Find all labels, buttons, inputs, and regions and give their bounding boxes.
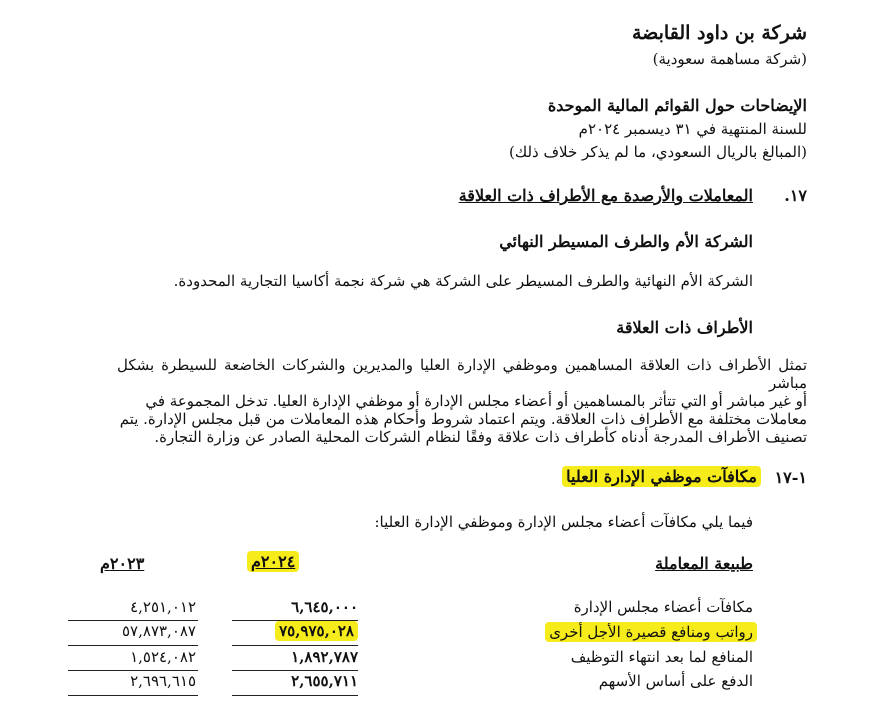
row-label: الدفع على أساس الأسهم <box>598 672 753 690</box>
parent-company-heading: الشركة الأم والطرف المسيطر النهائي <box>499 232 753 251</box>
row-divider <box>232 620 358 621</box>
row-divider <box>68 620 198 621</box>
related-parties-paragraph <box>117 356 807 446</box>
row-divider <box>232 645 358 646</box>
row-current-value: ٧٥,٩٧٥,٠٢٨ <box>275 621 358 641</box>
paragraph-line: أو غير مباشر أو التي تتأثر بالمساهمين أو أعضاء مجلس الإدارة أو موظفي الإدارة العليا. تدخل المجموعة في <box>145 392 807 410</box>
notes-title: الإيضاحات حول القوائم المالية الموحدة <box>547 96 807 115</box>
row-label: مكافآت أعضاء مجلس الإدارة <box>573 598 753 616</box>
row-current-value: ١,٨٩٢,٧٨٧ <box>291 648 358 666</box>
related-parties-heading: الأطراف ذات العلاقة <box>616 318 753 337</box>
row-label: المنافع لما بعد انتهاء التوظيف <box>570 648 753 666</box>
header-current-year: ٢٠٢٤م <box>247 551 299 572</box>
row-divider <box>68 645 198 646</box>
section-title: المعاملات والأرصدة مع الأطراف ذات العلاقة <box>458 186 753 205</box>
subsection-title: مكافآت موظفي الإدارة العليا <box>562 466 761 487</box>
row-divider <box>232 670 358 671</box>
section-number: ١٧. <box>784 186 807 205</box>
row-current-value: ٢,٦٥٥,٧١١ <box>291 672 358 690</box>
subsection-intro: فيما يلي مكافآت أعضاء مجلس الإدارة وموظفي الإدارة العليا: <box>374 513 753 531</box>
row-previous-value: ٢,٦٩٦,٦١٥ <box>130 672 196 690</box>
reporting-period: للسنة المنتهية في ٣١ ديسمبر ٢٠٢٤م <box>578 120 807 138</box>
row-divider <box>68 695 198 696</box>
row-previous-value: ١,٥٢٤,٠٨٢ <box>130 648 196 666</box>
row-divider <box>232 695 358 696</box>
paragraph-line: معاملات مختلفة مع الأطراف ذات العلاقة. ويتم اعتماد شروط وأحكام هذه المعاملات من قبل مجلس الإدارة. يتم <box>119 410 807 428</box>
subsection-number: ١-١٧ <box>774 468 807 487</box>
company-type: (شركة مساهمة سعودية) <box>652 50 807 68</box>
company-name: شركة بن داود القابضة <box>631 22 807 44</box>
row-current-value: ٦,٦٤٥,٠٠٠ <box>291 598 358 616</box>
parent-company-text: الشركة الأم النهائية والطرف المسيطر على الشركة هي شركة نجمة أكاسيا التجارية المحدودة. <box>173 272 753 290</box>
paragraph-line: تمثل الأطراف ذات العلاقة المساهمين وموظفي الإدارة العليا والمديرين والشركات الخاضعة للسيطرة بشكل مباشر <box>117 356 807 392</box>
header-previous-year: ٢٠٢٣م <box>100 554 145 573</box>
paragraph-line: تصنيف الأطراف المدرجة أدناه كأطراف ذات علاقة وفقًا لنظام الشركات المحلية الصادر عن وزارة التجارة. <box>154 428 807 446</box>
currency-note: (المبالغ بالريال السعودي، ما لم يذكر خلاف ذلك) <box>508 143 807 161</box>
row-previous-value: ٥٧,٨٧٣,٠٨٧ <box>122 622 196 640</box>
row-divider <box>68 670 198 671</box>
header-nature: طبيعة المعاملة <box>655 554 753 573</box>
row-label: رواتب ومنافع قصيرة الأجل أخرى <box>545 622 757 642</box>
row-previous-value: ٤,٢٥١,٠١٢ <box>130 598 196 616</box>
